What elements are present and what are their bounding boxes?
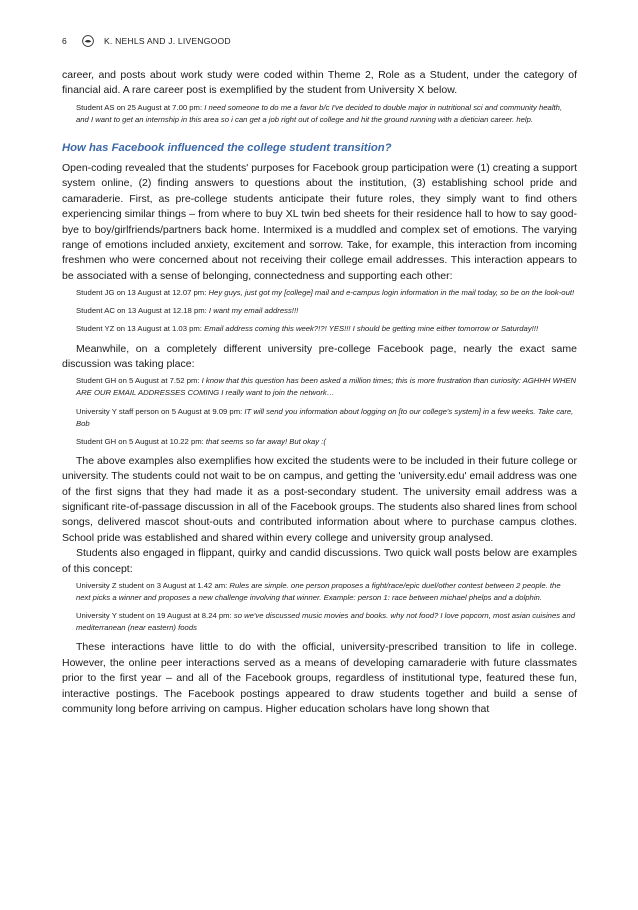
quote-text: IT will send you information about logging on [to our college's system] in a few weeks. Take care, Bob xyxy=(76,406,574,428)
quote-author: Student AS on 25 August at 7.00 pm: xyxy=(76,102,205,112)
quote-text: Hey guys, just got my [college] mail and e-campus login information in the mail today, so be on the look-out! xyxy=(208,288,575,298)
quote-author: Student YZ on 13 August at 1.03 pm: xyxy=(76,324,205,334)
quote-block xyxy=(76,610,577,634)
running-header xyxy=(62,34,231,48)
article-body xyxy=(62,68,577,717)
quote-author: Student JG on 13 August at 12.07 pm: xyxy=(76,288,209,298)
quote-author: University Y staff person on 5 August at 9.09 pm: xyxy=(76,406,245,416)
quote-author: Student GH on 5 August at 7.52 pm: xyxy=(76,376,202,386)
quote-author: Student AC on 13 August at 12.18 pm: xyxy=(76,306,209,316)
quote-text: I know that this question has been asked a million times; this is more frustration than curiosity: AGHHH WHEN ARE OUR EMAIL ADDRESSES COMING I really want to join the network… xyxy=(76,376,577,398)
quote-text: so we've discussed music movies and books. why not food? I love popcorn, most asian cuisines and mediterranean (near eastern) foods xyxy=(76,611,576,633)
paragraph: Open-coding revealed that the students' purposes for Facebook group participation were (1) creating a support system online, (2) finding answers to questions about the institution, (3) establishing school pride and camaraderie. First, as pre-college students anticipate their future roles, they simply want to find others experiencing similar things – from where to buy XL twin bed sheets for their residence hall to how to say good-bye to boy/girlfriends/partners back home. Intermixed is a muddled and complex set of emotions. The varying range of emotions included anxiety, excitement and sorrow. Take, for example, this interaction from incoming freshmen who were concerned about not receiving their college email addresses. This interaction appears to be associated with a sense of belonging, connectedness and supporting each other: xyxy=(62,162,577,282)
paragraph: career, and posts about work study were coded within Theme 2, Role as a Student, under the category of financial aid. A rare career post is exemplified by the student from University X below. xyxy=(62,69,577,97)
section-heading: How has Facebook influenced the college student transition? xyxy=(62,142,392,154)
quote-text: Email address coming this week?!?! YES!!! I should be getting mine either tomorrow or Saturday!!! xyxy=(204,324,539,334)
quote-block xyxy=(76,323,577,335)
paragraph: Students also engaged in flippant, quirky and candid discussions. Two quick wall posts below are examples of this concept: xyxy=(62,547,577,575)
paragraph: Meanwhile, on a completely different university pre-college Facebook page, nearly the exact same discussion was taking place: xyxy=(62,342,577,370)
quote-block xyxy=(76,305,577,317)
quote-block xyxy=(76,580,577,604)
quote-block xyxy=(76,102,577,126)
quote-text: I want my email address!!! xyxy=(208,306,299,316)
quote-author: Student GH on 5 August at 10.22 pm: xyxy=(76,436,206,446)
running-head: K. NEHLS AND J. LIVENGOOD xyxy=(104,36,231,46)
quote-block xyxy=(76,287,577,299)
paragraph: These interactions have little to do with the official, university-prescribed transition to life in college. However, the online peer interactions served as a means of developing camaraderie with future classmates prior to the first year – and all of the Facebook groups, regardless of institutional type, featured these fun, interactive postings. The Facebook postings appeared to draw students together and build a sense of community long before arriving on campus. Higher education scholars have long shown that xyxy=(62,641,577,716)
quote-author: University Y student on 19 August at 8.24 pm: xyxy=(76,611,234,621)
quote-block xyxy=(76,436,577,448)
quote-block xyxy=(76,406,577,430)
quote-text: that seems so far away! But okay :( xyxy=(205,436,326,446)
quote-text: I need someone to do me a favor b/c I've decided to double major in nutritional sci and community health, and I want to get an internship in this area so i can get a job right out of college and hit the ground running with a dietician career. help. xyxy=(76,102,563,124)
quote-block xyxy=(76,375,577,399)
publisher-logo-icon xyxy=(82,35,94,47)
quote-text: Rules are simple. one person proposes a fight/race/epic duel/other contest between 2 people. the next picks a winner and proposes a new challenge involving that winner. Example: person 1: race between michael phelps and a dolphin. xyxy=(76,581,561,603)
paragraph: The above examples also exemplifies how excited the students were to be included in their future college or university. The students could not wait to be on campus, and getting the 'university.edu' email address was one of the first signs that they had made it as a post-secondary student. The university email address was a significant rite-of-passage discussion in all of the Facebook groups. The students also shared lines from school songs, delivered mascot shout-outs and contributed information about where to purchase campus clothes. School pride was established and shared within every college and university group analysed. xyxy=(62,454,577,544)
page-number: 6 xyxy=(62,36,67,46)
quote-author: University Z student on 3 August at 1.42 am: xyxy=(76,581,230,591)
